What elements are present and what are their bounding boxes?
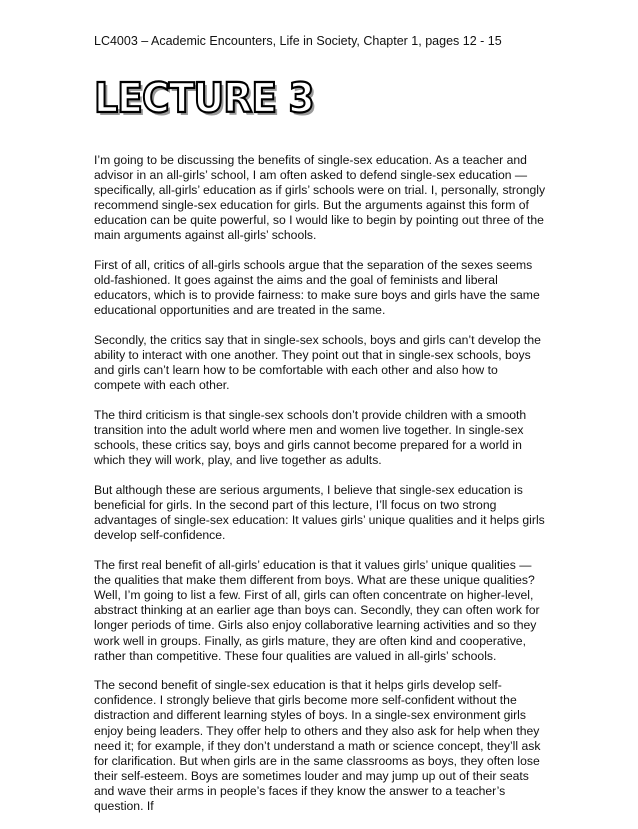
lecture-title: LECTURE 3 (94, 74, 314, 122)
paragraph-first-benefit: The first real benefit of all-girls’ education is that it values girls’ unique qualities — the qualities that make them different from boys. What are these unique qualities? Well, I’m going to list a few. First of all, girls can often concentrate on higher-level, abstract thinking at an earlier age than boys can. Secondly, they can often work for longer periods of time. Girls also enjoy collaborative learning activities and so they work well in groups. Finally, as girls mature, they are often kind and cooperative, rather than competitive. These four qualities are valued in all-girls’ schools. (94, 558, 540, 663)
paragraph-second-criticism: Secondly, the critics say that in single-sex schools, boys and girls can’t develop the ability to interact with one another. They point out that in single-sex schools, boys and girls can’t learn how to be comfortable with each other and also how to compete with each other. (94, 333, 541, 393)
page-header: LC4003 – Academic Encounters, Life in Society, Chapter 1, pages 12 - 15 (94, 34, 502, 48)
paragraph-intro: I’m going to be discussing the benefits of single-sex education. As a teacher and advisor in an all-girls’ school, I am often asked to defend single-sex education — specifically, all-girls’ education as if girls’ schools were on trial. I, personally, strongly recommend single-sex education for girls. But the arguments against this form of education can be quite powerful, so I would like to begin by pointing out three of the main arguments against all-girls’ schools. (94, 153, 546, 243)
paragraph-transition: But although these are serious arguments, I believe that single-sex education is beneficial for girls. In the second part of this lecture, I’ll focus on two strong advantages of single-sex education: It values girls’ unique qualities and it helps girls develop self-confidence. (94, 483, 545, 543)
paragraph-second-benefit: The second benefit of single-sex education is that it helps girls develop self-confidence. I strongly believe that girls become more self-confident without the distraction and different learning styles of boys. In a single-sex environment girls enjoy being leaders. They offer help to others and they also ask for help when they need it; for example, if they don’t understand a math or science concept, they’ll ask for clarification. But when girls are in the same classrooms as boys, they often lose their self-esteem. Boys are sometimes louder and may jump up out of their seats and wave their arms in people’s faces if they know the answer to a teacher’s question. If (94, 678, 541, 814)
paragraph-first-criticism: First of all, critics of all-girls schools argue that the separation of the sexes seems old-fashioned. It goes against the aims and the goal of feminists and liberal educators, which is to provide fairness: to make sure boys and girls have the same educational opportunities and are treated in the same. (94, 258, 540, 318)
paragraph-third-criticism: The third criticism is that single-sex schools don’t provide children with a smooth transition into the adult world where men and women live together. In single-sex schools, these critics say, boys and girls cannot become prepared for a world in which they will work, play, and live together as adults. (94, 408, 527, 468)
lecture-body (94, 153, 546, 829)
